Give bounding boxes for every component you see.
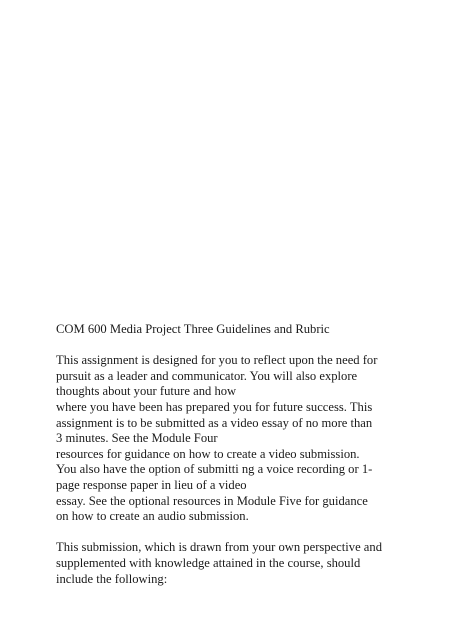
- paragraph-intro: [56, 353, 406, 525]
- paragraph-line: pursuit as a leader and communicator. You will also explore: [56, 368, 358, 383]
- paragraph-line: include the following:: [56, 571, 168, 586]
- document-title: COM 600 Media Project Three Guidelines and Rubric: [56, 322, 330, 336]
- paragraph-line: resources for guidance on how to create a video submission.: [56, 446, 360, 461]
- paragraph-line: assignment is to be submitted as a video essay of no more than: [56, 415, 373, 430]
- paragraph-line: page response paper in lieu of a video: [56, 477, 247, 492]
- document-body: [56, 322, 406, 587]
- paragraph-line: where you have been has prepared you for future success. This: [56, 399, 373, 414]
- paragraph-line: This assignment is designed for you to reflect upon the need for: [56, 353, 378, 368]
- paragraph-line: This submission, which is drawn from your own perspective and: [56, 540, 382, 555]
- paragraph-line: You also have the option of submitti ng a voice recording or 1-: [56, 462, 373, 477]
- paragraph-line: 3 minutes. See the Module Four: [56, 431, 218, 446]
- paragraph-line: essay. See the optional resources in Module Five for guidance: [56, 493, 368, 508]
- paragraph-line: on how to create an audio submission.: [56, 509, 249, 524]
- paragraph-line: supplemented with knowledge attained in the course, should: [56, 555, 361, 570]
- paragraph-spacer: [56, 525, 406, 541]
- paragraph-line: thoughts about your future and how: [56, 384, 237, 399]
- paragraph-submission: [56, 540, 406, 587]
